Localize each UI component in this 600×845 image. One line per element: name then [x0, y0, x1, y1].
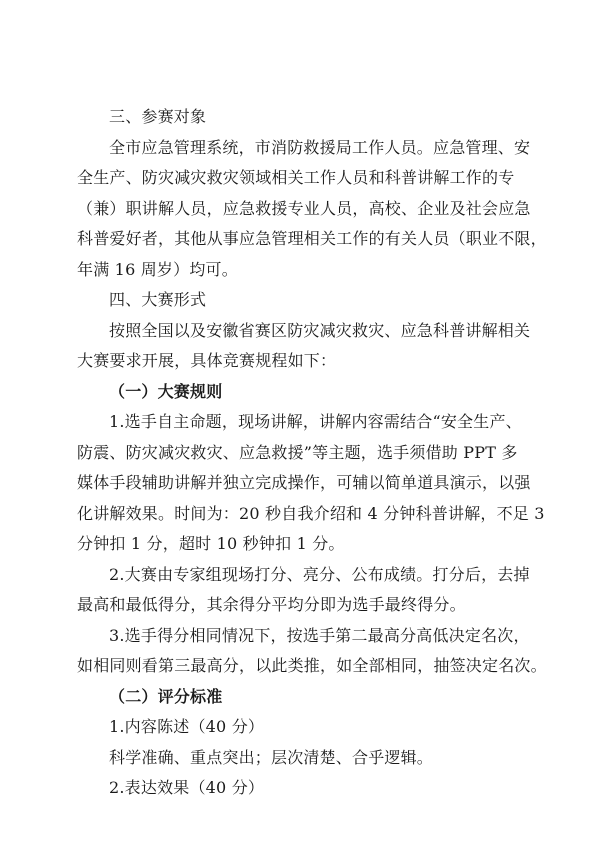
subsection-heading-scoring: （二）评分标准 [109, 686, 223, 706]
paragraph-line: 大赛要求开展，具体竞赛规程如下： [77, 351, 337, 370]
paragraph-line: 全生产、防灾减灾救灾领域相关工作人员和科普讲解工作的专 [77, 168, 515, 187]
paragraph-line: 全市应急管理系统，市消防救援局工作人员。应急管理、安 [109, 137, 531, 157]
rule-1-paragraph [77, 407, 545, 560]
document-body [77, 102, 547, 804]
paragraph-line: 化讲解效果。时间为：20 秒自我介绍和 4 分钟科普讲解，不足 3 [77, 503, 545, 523]
criteria-1-description: 科学准确、重点突出；层次清楚、合乎逻辑。 [109, 747, 434, 767]
paragraph-line: 3.选手得分相同情况下，按选手第二最高分高低决定名次， [109, 625, 530, 645]
paragraph-line: 1.选手自主命题，现场讲解，讲解内容需结合“安全生产、 [109, 412, 522, 431]
paragraph-line: 年满 16 周岁）均可。 [77, 259, 238, 279]
criteria-1-title: 1.内容陈述（40 分） [109, 717, 265, 736]
rule-2-paragraph [77, 560, 535, 621]
paragraph-line: 媒体手段辅助讲解并独立完成操作，可辅以简单道具演示，以强 [77, 473, 531, 492]
paragraph-line: 分钟扣 1 分，超时 10 秒钟扣 1 分。 [77, 534, 345, 553]
paragraph-line: 防震、防灾减灾救灾、应急救援”等主题，选手须借助 PPT 多 [77, 442, 518, 462]
paragraph-line: 最高和最低得分，其余得分平均分即为选手最终得分。 [77, 595, 466, 614]
section-heading-participants: 三、参赛对象 [109, 107, 207, 126]
criteria-2-title: 2.表达效果（40 分） [109, 778, 265, 797]
rule-3-paragraph [77, 621, 547, 682]
section-heading-format: 四、大赛形式 [109, 290, 207, 309]
paragraph-line: 科普爱好者，其他从事应急管理相关工作的有关人员（职业不限， [77, 229, 547, 248]
paragraph-line: （兼）职讲解人员，应急救援专业人员，高校、企业及社会应急 [77, 198, 531, 218]
paragraph-line: 按照全国以及安徽省赛区防灾减灾救灾、应急科普讲解相关 [109, 320, 531, 340]
paragraph-line: 2.大赛由专家组现场打分、亮分、公布成绩。打分后，去掉 [109, 564, 530, 584]
paragraph-line: 如相同则看第三最高分，以此类推，如全部相同，抽签决定名次。 [77, 656, 547, 675]
participants-paragraph [77, 133, 547, 286]
format-paragraph [77, 316, 535, 377]
subsection-heading-rules: （一）大赛规则 [109, 381, 223, 401]
